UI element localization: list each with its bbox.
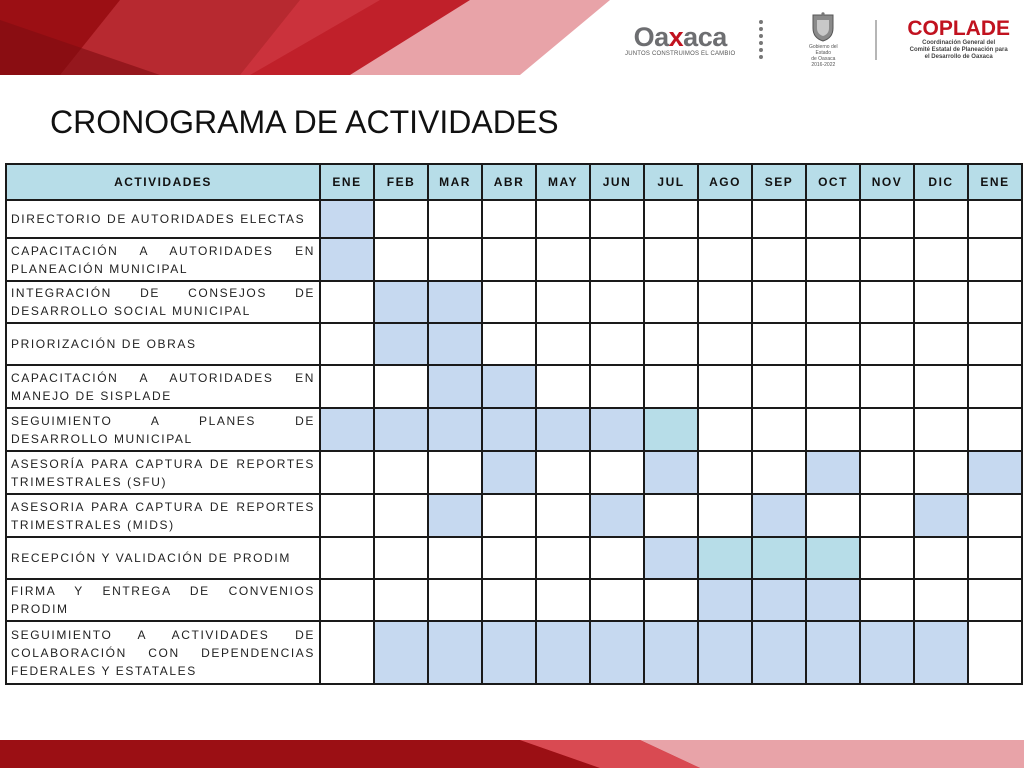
schedule-cell-empty bbox=[374, 365, 428, 408]
schedule-cell-empty bbox=[752, 238, 806, 281]
month-header: ABR bbox=[482, 164, 536, 200]
schedule-cell-empty bbox=[320, 579, 374, 621]
schedule-cell-empty bbox=[914, 365, 968, 408]
schedule-cell-filled bbox=[428, 281, 482, 323]
schedule-cell-empty bbox=[860, 200, 914, 238]
schedule-cell-filled bbox=[590, 408, 644, 451]
schedule-cell-filled bbox=[914, 621, 968, 684]
schedule-cell-empty bbox=[914, 408, 968, 451]
schedule-cell-empty bbox=[428, 451, 482, 494]
schedule-cell-empty bbox=[968, 281, 1022, 323]
schedule-cell-empty bbox=[968, 621, 1022, 684]
activity-label: CAPACITACIÓN A AUTORIDADES EN PLANEACIÓN MUNICIPAL bbox=[6, 238, 320, 281]
schedule-cell-empty bbox=[860, 451, 914, 494]
schedule-cell-empty bbox=[320, 323, 374, 365]
activities-column-header: ACTIVIDADES bbox=[6, 164, 320, 200]
schedule-cell-empty bbox=[914, 451, 968, 494]
schedule-cell-empty bbox=[914, 537, 968, 579]
schedule-cell-empty bbox=[860, 365, 914, 408]
schedule-cell-empty bbox=[968, 238, 1022, 281]
oaxaca-logo bbox=[625, 23, 735, 57]
schedule-cell-filled bbox=[590, 621, 644, 684]
schedule-cell-empty bbox=[698, 408, 752, 451]
schedule-cell-empty bbox=[590, 451, 644, 494]
schedule-cell-filled bbox=[536, 408, 590, 451]
schedule-cell-empty bbox=[968, 537, 1022, 579]
schedule-cell-empty bbox=[860, 281, 914, 323]
gobierno-logo bbox=[801, 12, 845, 68]
schedule-cell-filled bbox=[644, 451, 698, 494]
activity-label: DIRECTORIO DE AUTORIDADES ELECTAS bbox=[6, 200, 320, 238]
page-title: CRONOGRAMA DE ACTIVIDADES bbox=[50, 104, 559, 140]
schedule-cell-empty bbox=[806, 494, 860, 537]
schedule-cell-filled bbox=[428, 408, 482, 451]
schedule-cell-empty bbox=[698, 323, 752, 365]
coplade-logo bbox=[907, 18, 1010, 61]
schedule-cell-filled bbox=[752, 537, 806, 579]
schedule-cell-empty bbox=[968, 494, 1022, 537]
schedule-cell-empty bbox=[968, 365, 1022, 408]
schedule-cell-empty bbox=[536, 323, 590, 365]
month-header: DIC bbox=[914, 164, 968, 200]
month-header: JUL bbox=[644, 164, 698, 200]
table-row bbox=[6, 451, 1022, 494]
schedule-cell-filled bbox=[482, 621, 536, 684]
schedule-cell-empty bbox=[752, 408, 806, 451]
schedule-cell-empty bbox=[536, 494, 590, 537]
schedule-cell-empty bbox=[320, 451, 374, 494]
schedule-cell-empty bbox=[590, 579, 644, 621]
schedule-cell-filled bbox=[698, 579, 752, 621]
schedule-cell-empty bbox=[914, 238, 968, 281]
footer-banner bbox=[0, 740, 1024, 768]
schedule-cell-empty bbox=[590, 537, 644, 579]
schedule-cell-filled bbox=[536, 621, 590, 684]
schedule-cell-empty bbox=[752, 200, 806, 238]
schedule-cell-empty bbox=[914, 579, 968, 621]
schedule-cell-filled bbox=[374, 621, 428, 684]
schedule-cell-filled bbox=[320, 408, 374, 451]
schedule-cell-empty bbox=[374, 494, 428, 537]
schedule-cell-empty bbox=[914, 323, 968, 365]
oaxaca-tagline: JUNTOS CONSTRUIMOS EL CAMBIO bbox=[625, 50, 736, 57]
schedule-cell-empty bbox=[968, 200, 1022, 238]
schedule-cell-empty bbox=[860, 537, 914, 579]
schedule-cell-empty bbox=[536, 451, 590, 494]
table-row bbox=[6, 621, 1022, 684]
schedule-cell-empty bbox=[644, 200, 698, 238]
schedule-cell-empty bbox=[806, 365, 860, 408]
schedule-cell-filled bbox=[482, 365, 536, 408]
schedule-cell-filled bbox=[752, 579, 806, 621]
coat-of-arms-icon bbox=[810, 12, 836, 42]
schedule-cell-empty bbox=[482, 537, 536, 579]
activity-label: ASESORÍA PARA CAPTURA DE REPORTES TRIMESTRALES (SFU) bbox=[6, 451, 320, 494]
schedule-cell-empty bbox=[806, 408, 860, 451]
schedule-cell-empty bbox=[860, 408, 914, 451]
schedule-cell-empty bbox=[698, 200, 752, 238]
schedule-cell-empty bbox=[374, 537, 428, 579]
activity-label: INTEGRACIÓN DE CONSEJOS DE DESARROLLO SOCIAL MUNICIPAL bbox=[6, 281, 320, 323]
gobierno-text: Gobierno del Estado de Oaxaca 2016-2022 bbox=[808, 43, 838, 68]
schedule-cell-filled bbox=[752, 494, 806, 537]
month-header: ENE bbox=[968, 164, 1022, 200]
schedule-cell-empty bbox=[536, 579, 590, 621]
table-row bbox=[6, 200, 1022, 238]
schedule-cell-filled bbox=[374, 323, 428, 365]
activity-label: CAPACITACIÓN A AUTORIDADES EN MANEJO DE SISPLADE bbox=[6, 365, 320, 408]
oaxaca-logo-x: x bbox=[668, 21, 684, 52]
schedule-cell-empty bbox=[536, 238, 590, 281]
schedule-cell-empty bbox=[968, 323, 1022, 365]
schedule-cell-empty bbox=[806, 238, 860, 281]
schedule-cell-filled bbox=[968, 451, 1022, 494]
schedule-cell-empty bbox=[482, 494, 536, 537]
schedule-cell-empty bbox=[320, 621, 374, 684]
schedule-cell-filled bbox=[698, 537, 752, 579]
activities-schedule-table bbox=[5, 163, 1023, 685]
schedule-cell-filled bbox=[806, 537, 860, 579]
schedule-cell-empty bbox=[914, 200, 968, 238]
schedule-cell-filled bbox=[482, 408, 536, 451]
schedule-cell-filled bbox=[752, 621, 806, 684]
schedule-cell-empty bbox=[752, 323, 806, 365]
schedule-cell-empty bbox=[536, 200, 590, 238]
schedule-cell-empty bbox=[698, 494, 752, 537]
activity-label: PRIORIZACIÓN DE OBRAS bbox=[6, 323, 320, 365]
schedule-cell-empty bbox=[590, 281, 644, 323]
separator-line bbox=[875, 20, 877, 60]
month-header: SEP bbox=[752, 164, 806, 200]
schedule-cell-empty bbox=[644, 238, 698, 281]
schedule-cell-empty bbox=[590, 200, 644, 238]
schedule-cell-filled bbox=[428, 494, 482, 537]
schedule-cell-empty bbox=[752, 451, 806, 494]
schedule-cell-empty bbox=[860, 323, 914, 365]
schedule-cell-empty bbox=[536, 537, 590, 579]
schedule-cell-empty bbox=[320, 281, 374, 323]
activity-label: RECEPCIÓN Y VALIDACIÓN DE PRODIM bbox=[6, 537, 320, 579]
schedule-cell-empty bbox=[482, 323, 536, 365]
schedule-cell-filled bbox=[698, 621, 752, 684]
schedule-cell-empty bbox=[374, 200, 428, 238]
header-logos bbox=[625, 12, 1010, 67]
schedule-cell-empty bbox=[644, 281, 698, 323]
schedule-cell-empty bbox=[482, 238, 536, 281]
schedule-cell-empty bbox=[968, 408, 1022, 451]
table-body bbox=[6, 200, 1022, 684]
schedule-cell-empty bbox=[860, 579, 914, 621]
schedule-cell-filled bbox=[644, 537, 698, 579]
month-header: NOV bbox=[860, 164, 914, 200]
schedule-cell-filled bbox=[644, 408, 698, 451]
month-header: MAY bbox=[536, 164, 590, 200]
schedule-cell-empty bbox=[752, 365, 806, 408]
schedule-cell-filled bbox=[428, 621, 482, 684]
table-row bbox=[6, 365, 1022, 408]
schedule-cell-filled bbox=[374, 408, 428, 451]
schedule-cell-empty bbox=[536, 281, 590, 323]
schedule-cell-filled bbox=[860, 621, 914, 684]
schedule-cell-empty bbox=[374, 579, 428, 621]
schedule-cell-filled bbox=[806, 621, 860, 684]
schedule-cell-filled bbox=[806, 451, 860, 494]
schedule-cell-empty bbox=[428, 537, 482, 579]
schedule-cell-empty bbox=[320, 494, 374, 537]
oaxaca-logo-prefix: Oa bbox=[633, 21, 669, 52]
schedule-cell-empty bbox=[698, 365, 752, 408]
schedule-cell-filled bbox=[428, 323, 482, 365]
schedule-cell-empty bbox=[428, 238, 482, 281]
schedule-cell-empty bbox=[644, 323, 698, 365]
schedule-cell-empty bbox=[914, 281, 968, 323]
schedule-cell-filled bbox=[320, 238, 374, 281]
table-row bbox=[6, 323, 1022, 365]
schedule-cell-empty bbox=[320, 537, 374, 579]
schedule-cell-filled bbox=[482, 451, 536, 494]
table-row bbox=[6, 579, 1022, 621]
schedule-cell-empty bbox=[590, 365, 644, 408]
schedule-cell-empty bbox=[698, 451, 752, 494]
month-header: AGO bbox=[698, 164, 752, 200]
table-row bbox=[6, 494, 1022, 537]
coplade-subtitle: Coordinación General del Comité Estatal de Planeación para el Desarrollo de Oaxaca bbox=[909, 40, 1008, 60]
schedule-cell-empty bbox=[860, 238, 914, 281]
schedule-cell-empty bbox=[968, 579, 1022, 621]
schedule-cell-empty bbox=[536, 365, 590, 408]
table-row bbox=[6, 408, 1022, 451]
schedule-cell-empty bbox=[482, 200, 536, 238]
schedule-cell-empty bbox=[320, 365, 374, 408]
schedule-cell-filled bbox=[374, 281, 428, 323]
schedule-cell-empty bbox=[428, 579, 482, 621]
coplade-name: COPLADE bbox=[907, 17, 1010, 40]
oaxaca-logo-suffix: aca bbox=[683, 21, 727, 52]
schedule-cell-filled bbox=[644, 621, 698, 684]
separator-dots bbox=[759, 20, 765, 60]
schedule-cell-empty bbox=[590, 323, 644, 365]
schedule-cell-filled bbox=[428, 365, 482, 408]
schedule-cell-empty bbox=[428, 200, 482, 238]
schedule-cell-empty bbox=[374, 238, 428, 281]
schedule-cell-empty bbox=[806, 323, 860, 365]
activity-label: ASESORIA PARA CAPTURA DE REPORTES TRIMESTRALES (MIDS) bbox=[6, 494, 320, 537]
activity-label: SEGUIMIENTO A ACTIVIDADES DE COLABORACIÓN CON DEPENDENCIAS FEDERALES Y ESTATALES bbox=[6, 621, 320, 684]
month-header: JUN bbox=[590, 164, 644, 200]
schedule-cell-filled bbox=[320, 200, 374, 238]
schedule-cell-empty bbox=[590, 238, 644, 281]
table-row bbox=[6, 537, 1022, 579]
activity-label: SEGUIMIENTO A PLANES DE DESARROLLO MUNICIPAL bbox=[6, 408, 320, 451]
schedule-cell-empty bbox=[860, 494, 914, 537]
schedule-cell-empty bbox=[752, 281, 806, 323]
month-header: MAR bbox=[428, 164, 482, 200]
month-header: ENE bbox=[320, 164, 374, 200]
table-header-row bbox=[6, 164, 1022, 200]
schedule-cell-filled bbox=[806, 579, 860, 621]
schedule-cell-empty bbox=[374, 451, 428, 494]
schedule-cell-empty bbox=[482, 281, 536, 323]
schedule-cell-empty bbox=[698, 238, 752, 281]
schedule-cell-filled bbox=[914, 494, 968, 537]
schedule-cell-empty bbox=[806, 200, 860, 238]
table-row bbox=[6, 281, 1022, 323]
schedule-cell-empty bbox=[644, 579, 698, 621]
table-row bbox=[6, 238, 1022, 281]
month-header: FEB bbox=[374, 164, 428, 200]
schedule-cell-empty bbox=[482, 579, 536, 621]
schedule-cell-filled bbox=[590, 494, 644, 537]
activity-label: FIRMA Y ENTREGA DE CONVENIOS PRODIM bbox=[6, 579, 320, 621]
schedule-cell-empty bbox=[698, 281, 752, 323]
month-header: OCT bbox=[806, 164, 860, 200]
schedule-cell-empty bbox=[644, 365, 698, 408]
schedule-cell-empty bbox=[806, 281, 860, 323]
schedule-cell-empty bbox=[644, 494, 698, 537]
